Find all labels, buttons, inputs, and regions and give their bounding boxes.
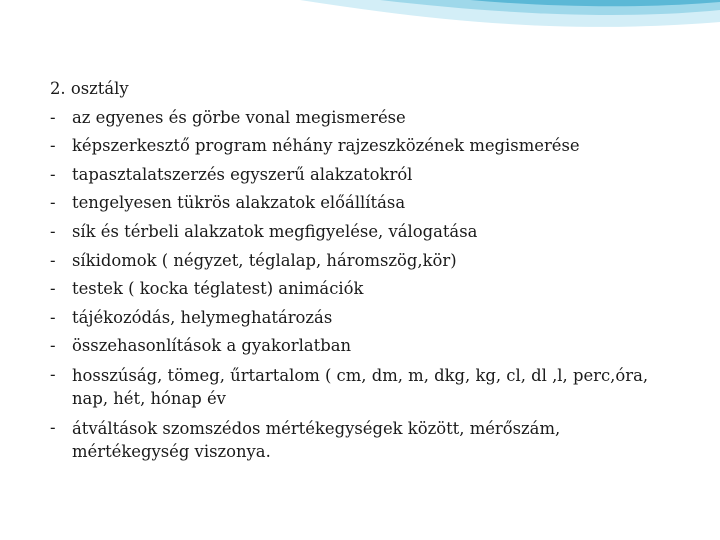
list-bullet: -: [50, 417, 56, 437]
list-bullet: -: [50, 279, 56, 299]
list-bullet: -: [50, 107, 56, 127]
list-bullet: -: [50, 164, 56, 184]
list-item: [50, 104, 690, 133]
slide-heading: 2. osztály: [50, 79, 129, 98]
header-swoosh-decoration: [0, 0, 720, 60]
list-item: [50, 247, 690, 276]
list-item: [50, 132, 690, 161]
list-item: [50, 332, 690, 361]
list-bullet: -: [50, 221, 56, 241]
slide-body: [50, 75, 690, 463]
list-item: [50, 218, 690, 247]
list-bullet: -: [50, 364, 56, 384]
list-item-text: képszerkesztő program néhány rajzeszközének megismerése: [72, 136, 580, 156]
list-item-text: tájékozódás, helymeghatározás: [72, 307, 333, 327]
list-item-text: tapasztalatszerzés egyszerű alakzatokról: [72, 164, 413, 184]
list-item-text: sík és térbeli alakzatok megfigyelése, válogatása: [72, 221, 478, 241]
list-bullet: -: [50, 336, 56, 356]
list-item: [50, 189, 690, 218]
list-item-text: hosszúság, tömeg, űrtartalom ( cm, dm, m, dkg, kg, cl, dl ,l, perc,óra, nap, hét, hónap év: [72, 365, 649, 408]
list-item: [50, 161, 690, 190]
list-item-text: testek ( kocka téglatest) animációk: [72, 279, 364, 299]
list-item-text: az egyenes és görbe vonal megismerése: [72, 107, 406, 127]
list-bullet: -: [50, 250, 56, 270]
list-item: [50, 361, 690, 410]
list-item-text: tengelyesen tükrös alakzatok előállítása: [72, 193, 406, 213]
list-bullet: -: [50, 307, 56, 327]
list-item-text: síkidomok ( négyzet, téglalap, háromszög,kör): [72, 250, 457, 270]
list-item-text: összehasonlítások a gyakorlatban: [72, 336, 352, 356]
list-bullet: -: [50, 193, 56, 213]
list-bullet: -: [50, 136, 56, 156]
list-item-text: átváltások szomszédos mértékegységek között, mérőszám, mértékegység viszonya.: [72, 418, 561, 461]
list-item: [50, 275, 690, 304]
list-item: [50, 414, 690, 463]
list-item: [50, 304, 690, 333]
